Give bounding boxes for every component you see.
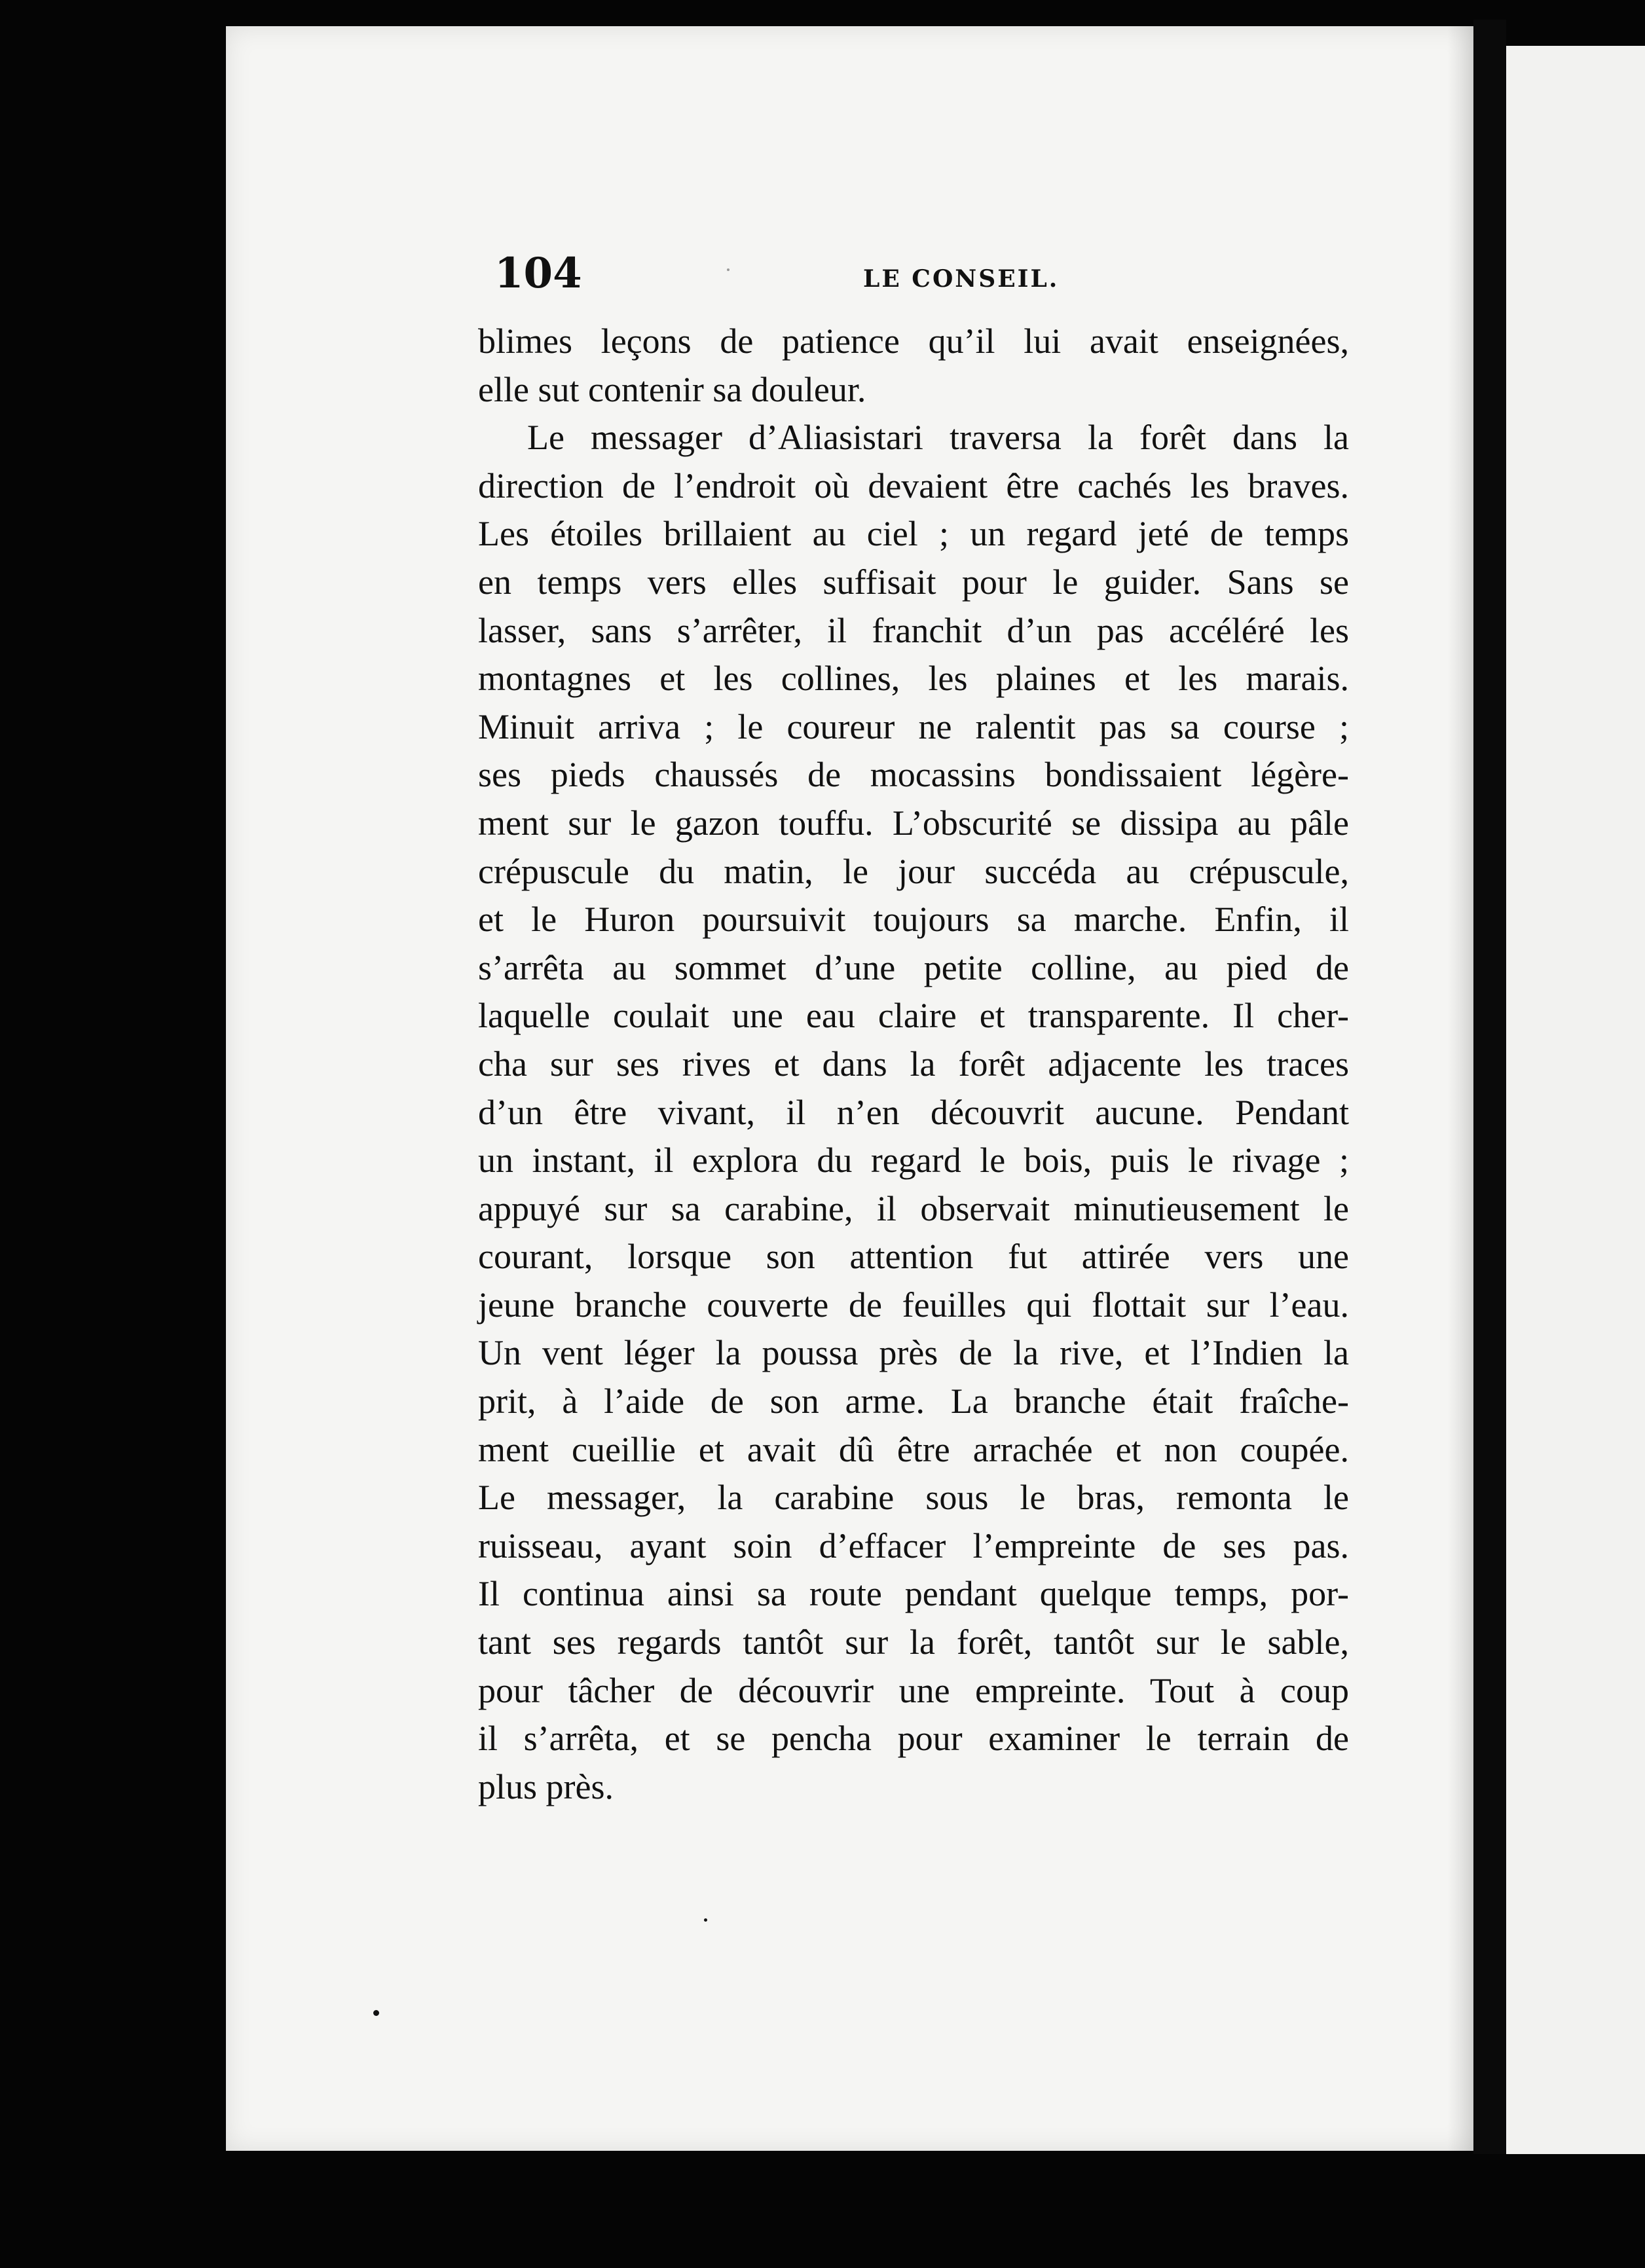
text-line: pour tâcher de découvrir une empreinte. Tout à coup — [478, 1670, 1349, 1710]
text-line: laquelle coulait une eau claire et transparente. Il cher- — [478, 996, 1349, 1036]
text-line: lasser, sans s’arrêter, il franchit d’un pas accéléré les — [478, 610, 1349, 650]
text-line: jeune branche couverte de feuilles qui flottait sur l’eau. — [478, 1285, 1349, 1325]
text-line: Le messager, la carabine sous le bras, remonta le — [478, 1478, 1349, 1518]
text-line: un instant, il explora du regard le bois, puis le rivage ; — [478, 1141, 1349, 1180]
running-title: LE CONSEIL. — [863, 265, 1060, 293]
book-gutter — [1473, 20, 1506, 2154]
text-line: en temps vers elles suffisait pour le guider. Sans se — [478, 562, 1349, 602]
page-number: 104 — [494, 249, 582, 298]
text-line: ruisseau, ayant soin d’effacer l’empreinte de ses pas. — [478, 1526, 1349, 1565]
text-line: Un vent léger la poussa près de la rive, et l’Indien la — [478, 1333, 1349, 1373]
text-line: ment sur le gazon touffu. L’obscurité se dissipa au pâle — [478, 803, 1349, 843]
text-line: Le messager d’Aliasistari traversa la forêt dans la — [527, 418, 1349, 458]
paper-speck — [704, 1918, 707, 1922]
text-line: il s’arrêta, et se pencha pour examiner le terrain de — [478, 1719, 1349, 1759]
text-line: d’un être vivant, il n’en découvrit aucune. Pendant — [478, 1092, 1349, 1132]
right-book-page — [1506, 46, 1645, 2154]
text-line: plus près. — [478, 1766, 614, 1806]
text-line: tant ses regards tantôt sur la forêt, tantôt sur le sable, — [478, 1622, 1349, 1662]
text-line: direction de l’endroit où devaient être cachés les braves. — [478, 466, 1349, 505]
text-line: prit, à l’aide de son arme. La branche était fraîche- — [478, 1381, 1349, 1421]
text-line: et le Huron poursuivit toujours sa marche. Enfin, il — [478, 900, 1349, 940]
text-line: ses pieds chaussés de mocassins bondissaient légère- — [478, 755, 1349, 795]
text-line: s’arrêta au sommet d’une petite colline, au pied de — [478, 947, 1349, 987]
text-line: crépuscule du matin, le jour succéda au crépuscule, — [478, 851, 1349, 891]
paper-speck — [727, 268, 730, 271]
text-line: appuyé sur sa carabine, il observait minutieusement le — [478, 1188, 1349, 1228]
text-line: courant, lorsque son attention fut attirée vers une — [478, 1237, 1349, 1277]
text-line: Il continua ainsi sa route pendant quelque temps, por- — [478, 1574, 1349, 1614]
text-line: Minuit arriva ; le coureur ne ralentit pas sa course ; — [478, 706, 1349, 746]
text-line: blimes leçons de patience qu’il lui avait enseignées, — [478, 321, 1349, 361]
paper-speck — [373, 2010, 379, 2016]
text-line: Les étoiles brillaient au ciel ; un regard jeté de temps — [478, 514, 1349, 554]
text-line: cha sur ses rives et dans la forêt adjacente les traces — [478, 1044, 1349, 1084]
body-text — [478, 318, 1349, 1811]
text-line: elle sut contenir sa douleur. — [478, 369, 866, 409]
text-line: montagnes et les collines, les plaines et les marais. — [478, 659, 1349, 699]
text-line: ment cueillie et avait dû être arrachée et non coupée. — [478, 1429, 1349, 1469]
